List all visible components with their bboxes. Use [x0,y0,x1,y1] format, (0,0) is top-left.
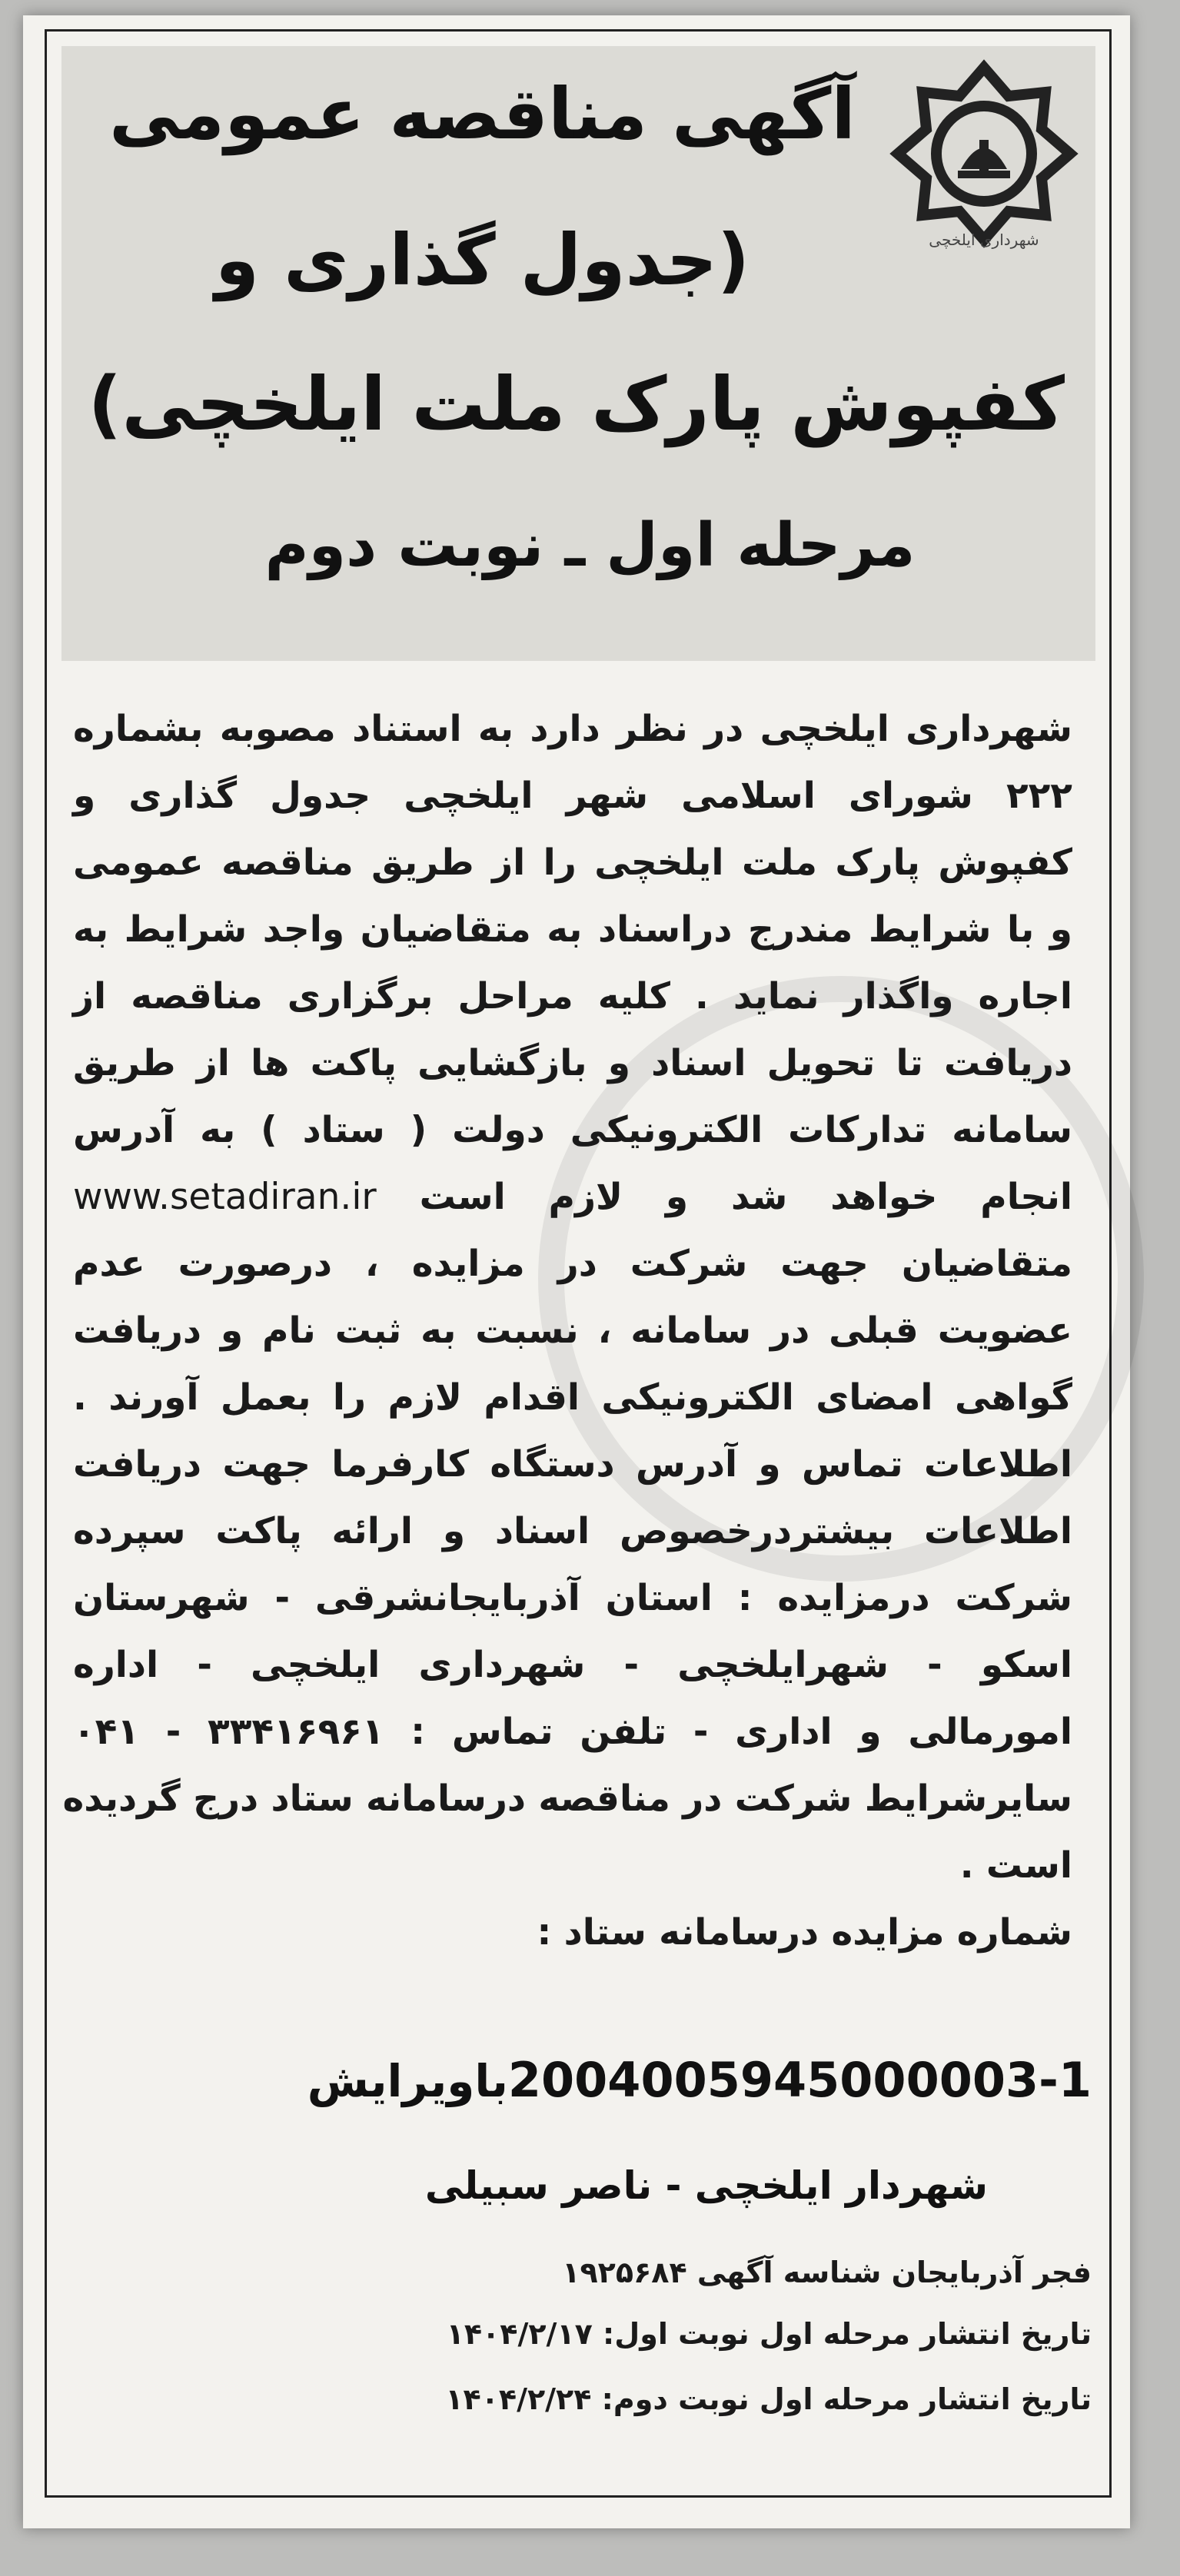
ad-title-line-3: کفپوش پارک ملت ایلخچی) [88,361,1065,447]
body-line: سامانه تدارکات الکترونیکی دولت ( ستاد ) به آدرس [73,1109,1072,1151]
body-line: سایرشرایط شرکت در مناقصه درسامانه ستاد درج گردیده [62,1778,1072,1820]
website-link[interactable]: www.setadiran.ir [73,1176,377,1218]
body-line: است . [959,1844,1072,1887]
body-line: اطلاعات بیشتردرخصوص اسناد و ارائه پاکت سپرده [73,1510,1072,1552]
body-line: دریافت تا تحویل اسناد و بازگشایی پاکت ها از طریق [73,1042,1072,1084]
order-number-suffix: باویرایش [307,2055,508,2107]
body-line: شرکت درمزایده : استان آذربایجانشرقی - شهرستان [73,1577,1072,1619]
ad-stage: مرحله اول ـ نوبت دوم [264,511,916,580]
body-line-website [73,1164,1072,1230]
body-line: متقاضیان جهت شرکت در مزایده ، درصورت عدم [73,1243,1072,1285]
body-line: اطلاعات تماس و آدرس دستگاه کارفرما جهت دریافت [73,1443,1072,1486]
signature: شهردار ایلخچی - ناصر سبیلی [424,2163,988,2208]
body-line: و با شرایط مندرج دراسناد به متقاضیان واجد شرایط به [73,908,1072,951]
first-publish-date: تاریخ انتشار مرحله اول نوبت اول: ۱۴۰۴/۲/۱۷ [446,2317,1092,2351]
second-publish-date: تاریخ انتشار مرحله اول نوبت دوم: ۱۴۰۴/۲/۲۴ [445,2382,1092,2416]
body-line: عضویت قبلی در سامانه ، نسبت به ثبت نام و دریافت [73,1310,1072,1352]
logo-caption: شهرداری ایلخچی [929,231,1039,249]
order-number-value: 2004005945000003-1 [507,2052,1092,2108]
ad-title-line-2: (جدول گذاری و [214,219,750,301]
body-line: کفپوش پارک ملت ایلخچی را از طریق مناقصه عمومی [73,842,1072,884]
body-line: اجاره واگذار نماید . کلیه مراحل برگزاری مناقصه از [73,975,1072,1017]
publisher-info: فجر آذربایجان شناسه آگهی ۱۹۲۵۶۸۴ [562,2256,1092,2289]
body-line-text: انجام خواهد شد و لازم است [419,1176,1072,1218]
ad-body [62,695,1072,1966]
order-number-label: شماره مزایده درسامانه ستاد : [537,1911,1072,1954]
body-line: گواهی امضای الکترونیکی اقدام لازم را بعمل آورند . [73,1376,1072,1419]
body-line: اسکو - شهرایلخچی - شهرداری ایلخچی - اداره [73,1644,1072,1686]
municipality-logo [884,54,1084,254]
body-line: امورمالی و اداری - تلفن تماس : ۳۳۴۱۶۹۶۱ - ۰۴۱ [73,1711,1072,1753]
body-line: ۲۲۲ شورای اسلامی شهر ایلخچی جدول گذاری و [73,775,1072,817]
ad-title-line-1: آگهی مناقصه عمومی [109,73,856,155]
body-line: شهرداری ایلخچی در نظر دارد به استناد مصوبه بشماره [73,708,1072,750]
order-number [307,2052,1092,2108]
